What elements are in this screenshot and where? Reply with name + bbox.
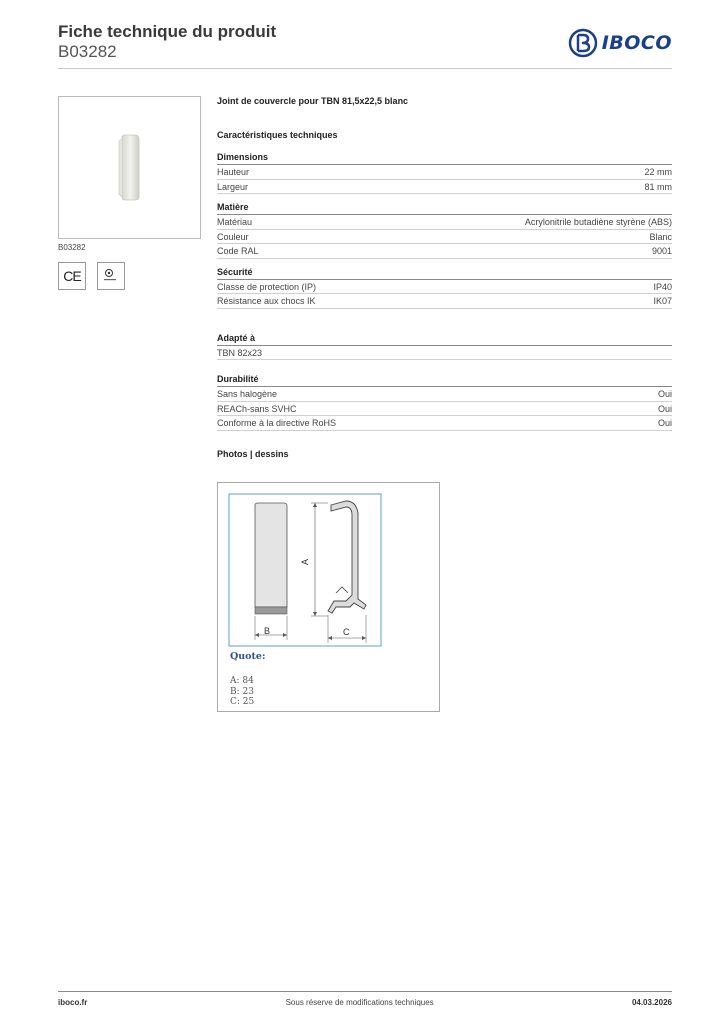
iboco-logo (568, 28, 672, 58)
product-photo-icon (59, 97, 200, 238)
dim-label-b: B (264, 626, 271, 636)
dim-label-c: C (343, 627, 350, 637)
spec-label: Matériau (217, 217, 253, 227)
spec-row (217, 402, 672, 417)
certification-seal-icon (101, 266, 121, 286)
page-header (58, 22, 672, 70)
quote-block (230, 651, 265, 708)
spec-column (217, 96, 672, 459)
spec-row (217, 416, 672, 431)
iboco-logo-icon (568, 28, 598, 58)
page-footer (58, 998, 672, 1007)
group-matiere (217, 202, 672, 259)
group-title: Adapté à (217, 333, 672, 346)
spec-row (217, 165, 672, 180)
group-adapte (217, 333, 672, 361)
certification-mark-icon (97, 262, 125, 290)
footer-website: iboco.fr (58, 998, 88, 1007)
spec-label: Largeur (217, 181, 249, 192)
spec-row (217, 387, 672, 402)
group-title: Sécurité (217, 267, 672, 280)
spec-label: Hauteur (217, 167, 250, 177)
tech-characteristics-title: Caractéristiques techniques (217, 130, 338, 140)
spec-value: Blanc (649, 231, 672, 242)
spec-row (217, 244, 672, 259)
spec-value: IP40 (653, 281, 672, 292)
footer-disclaimer: Sous réserve de modifications techniques (285, 998, 434, 1007)
spec-row (217, 180, 672, 195)
spec-value: Acrylonitrile butadiène styrène (ABS) (524, 217, 672, 227)
group-title: Durabilité (217, 374, 672, 387)
spec-label: Résistance aux chocs IK (217, 296, 316, 306)
spec-label: TBN 82x23 (217, 347, 263, 358)
spec-row (217, 294, 672, 309)
footer-divider (58, 991, 672, 992)
ce-mark-label: CE (63, 268, 81, 284)
quote-line-c: C: 25 (230, 697, 255, 707)
spec-row (217, 346, 672, 361)
group-title: Matière (217, 202, 672, 215)
spec-value: Oui (657, 389, 672, 399)
header-divider (58, 68, 672, 69)
spec-label: Sans halogène (217, 389, 278, 399)
logo-wordmark: IBOCO (601, 32, 672, 54)
spec-label: Classe de protection (IP) (217, 281, 317, 292)
product-image (58, 96, 201, 239)
spec-value: 22 mm (644, 167, 672, 177)
quote-line-a: A: 84 (230, 676, 254, 686)
group-durabilite (217, 374, 672, 431)
dim-label-a: A (300, 558, 310, 565)
group-securite (217, 267, 672, 309)
quote-title: Quote: (230, 651, 266, 662)
quote-line-b: B: 23 (230, 686, 254, 697)
product-name: Joint de couvercle pour TBN 81,5x22,5 blanc (217, 96, 409, 106)
spec-row (217, 280, 672, 295)
spec-value: Oui (657, 403, 672, 414)
spec-value: Oui (657, 418, 672, 428)
spec-value: 81 mm (644, 181, 672, 192)
ce-mark-icon (58, 262, 86, 290)
document-product-code: B03282 (58, 42, 117, 61)
group-title: Dimensions (217, 152, 672, 165)
document-title: Fiche technique du produit (58, 22, 277, 41)
footer-date: 04.03.2026 (631, 998, 672, 1007)
photos-title: Photos | dessins (217, 448, 289, 459)
technical-drawing (217, 482, 440, 712)
spec-value: 9001 (651, 246, 672, 256)
group-dimensions (217, 152, 672, 194)
spec-label: Conforme à la directive RoHS (217, 418, 337, 428)
spec-label: REACh-sans SVHC (217, 403, 297, 414)
product-code-caption: B03282 (58, 243, 86, 252)
spec-label: Code RAL (217, 246, 259, 256)
spec-row (217, 230, 672, 245)
spec-value: IK07 (653, 296, 672, 306)
spec-row (217, 215, 672, 230)
dimension-drawing-icon (218, 483, 439, 648)
spec-label: Couleur (217, 231, 249, 242)
